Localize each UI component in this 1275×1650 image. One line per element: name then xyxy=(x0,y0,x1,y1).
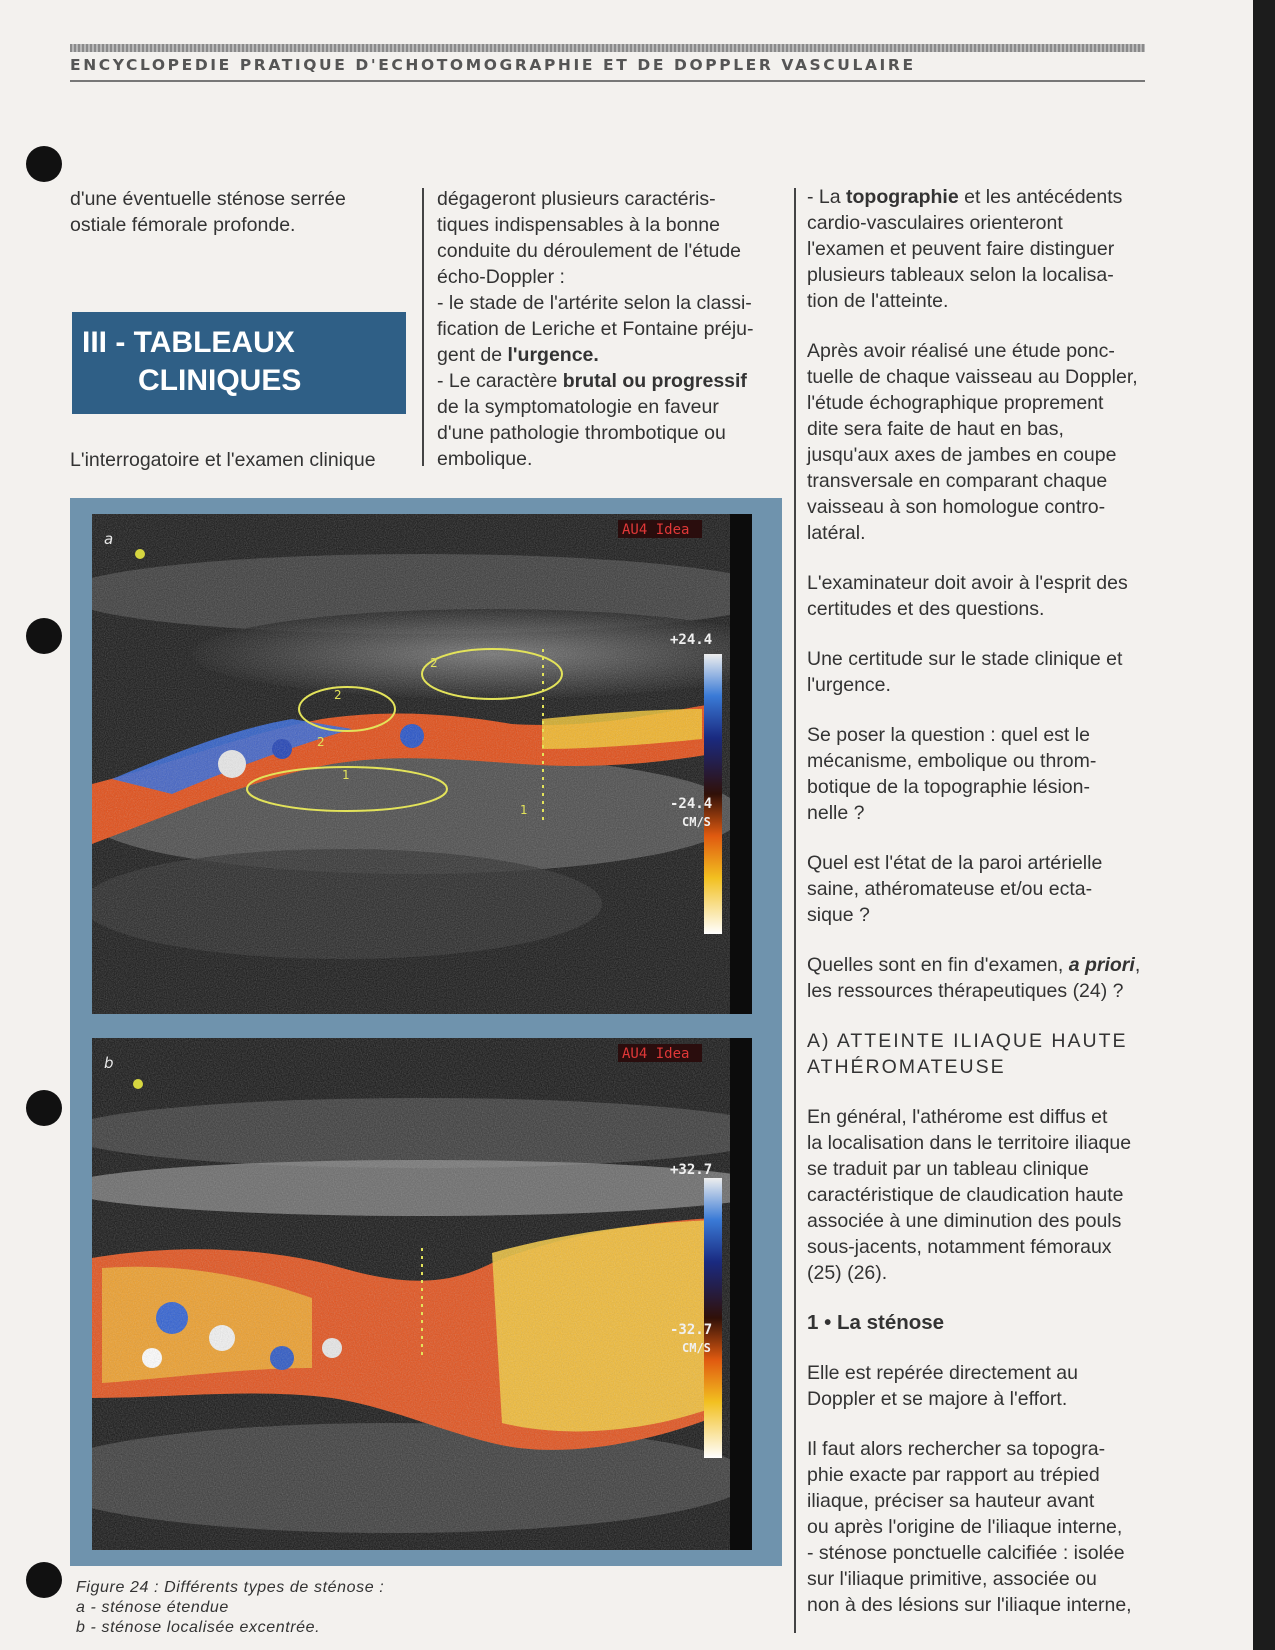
numbered-heading: 1 • La sténose xyxy=(807,1311,945,1334)
text-line xyxy=(807,184,1152,210)
text-line: caractéristique de claudication haute xyxy=(807,1184,1124,1206)
text-line: L'examinateur doit avoir à l'esprit des xyxy=(807,572,1128,594)
scale-max-b: +32.7 xyxy=(670,1162,713,1178)
text-line: tion de l'atteinte. xyxy=(807,290,949,312)
text-line: d'une éventuelle sténose serrée xyxy=(70,188,346,210)
roi-label: 1 xyxy=(342,768,350,782)
column-separator-2 xyxy=(794,188,796,1633)
text-line: botique de la topographie lésion- xyxy=(807,776,1090,798)
text-line: se traduit par un tableau clinique xyxy=(807,1158,1089,1180)
caption-line: b - sténose localisée excentrée. xyxy=(76,1619,321,1636)
velocity-color-scale-a xyxy=(704,654,722,934)
text-line: sous-jacents, notamment fémoraux xyxy=(807,1236,1112,1258)
text-line: sur l'iliaque primitive, associée ou xyxy=(807,1568,1097,1590)
text-span: - Le caractère xyxy=(437,370,563,392)
text-line: certitudes et des questions. xyxy=(807,598,1045,620)
roi-label: 2 xyxy=(430,656,438,670)
doppler-image-a xyxy=(92,514,752,1014)
text-line: ou après l'origine de l'iliaque interne, xyxy=(807,1516,1123,1538)
text-line: l'examen et peuvent faire distinguer xyxy=(807,238,1115,260)
column-3 xyxy=(807,184,1152,1618)
binder-hole-4 xyxy=(26,1562,62,1598)
text-line: sique ? xyxy=(807,904,870,926)
ultrasound-panel-b xyxy=(92,1038,752,1550)
text-line: Quel est l'état de la paroi artérielle xyxy=(807,852,1103,874)
text-line: En général, l'athérome est diffus et xyxy=(807,1106,1108,1128)
text-line: associée à une diminution des pouls xyxy=(807,1210,1122,1232)
ultrasound-panel-a xyxy=(92,514,752,1014)
text-line: d'une pathologie thrombotique ou xyxy=(437,422,726,444)
roi-label: 2 xyxy=(317,735,325,749)
text-line: nelle ? xyxy=(807,802,865,824)
roi-label: 2 xyxy=(334,688,342,702)
figure-caption xyxy=(76,1578,384,1638)
text-line xyxy=(807,952,1152,978)
section-heading-line1: III - TABLEAUX xyxy=(82,326,295,359)
text-line: fication de Leriche et Fontaine préju- xyxy=(437,318,754,340)
text-line: Elle est repérée directement au xyxy=(807,1362,1078,1384)
scale-min-b: -32.7 xyxy=(670,1322,713,1338)
text-line: transversale en comparant chaque xyxy=(807,470,1108,492)
section-heading-line2: CLINIQUES xyxy=(138,364,302,397)
text-line: cardio-vasculaires orienteront xyxy=(807,212,1063,234)
caption-line: a - sténose étendue xyxy=(76,1599,229,1616)
bold-text: topographie xyxy=(846,186,959,208)
text-line: Une certitude sur le stade clinique et xyxy=(807,648,1123,670)
device-tag-b: AU4 Idea xyxy=(622,1046,690,1062)
binder-hole-1 xyxy=(26,146,62,182)
column-1 xyxy=(70,186,410,238)
text-line: conduite du déroulement de l'étude xyxy=(437,240,742,262)
text-line: Doppler et se majore à l'effort. xyxy=(807,1388,1068,1410)
text-line xyxy=(437,342,780,368)
subsection-heading-line: A) ATTEINTE ILIAQUE HAUTE xyxy=(807,1030,1128,1052)
text-line: de la symptomatologie en faveur xyxy=(437,396,719,418)
text-span: gent de xyxy=(437,344,508,366)
text-line: non à des lésions sur l'iliaque interne, xyxy=(807,1594,1132,1616)
doppler-image-b xyxy=(92,1038,752,1550)
bold-text: l'urgence. xyxy=(507,344,599,366)
text-line: la localisation dans le territoire iliaque xyxy=(807,1132,1132,1154)
running-header: ENCYCLOPEDIE PRATIQUE D'ECHOTOMOGRAPHIE ET DE DOPPLER VASCULAIRE xyxy=(70,56,916,74)
binder-hole-3 xyxy=(26,1090,62,1126)
text-line: ostiale fémorale profonde. xyxy=(70,214,296,236)
text-span: - La xyxy=(807,186,847,208)
text-line: les ressources thérapeutiques (24) ? xyxy=(807,980,1124,1002)
velocity-color-scale-b xyxy=(704,1178,722,1458)
text-line: vaisseau à son homologue contro- xyxy=(807,496,1106,518)
text-line xyxy=(437,368,780,394)
subsection-heading-line: ATHÉROMATEUSE xyxy=(807,1056,1006,1078)
text-line: dégageront plusieurs caractéris- xyxy=(437,188,716,210)
text-span: , xyxy=(1134,954,1141,976)
scale-unit-b: CM/S xyxy=(682,1341,711,1355)
text-line: embolique. xyxy=(437,448,533,470)
text-line: saine, athéromateuse et/ou ecta- xyxy=(807,878,1093,900)
text-span: et les antécédents xyxy=(958,186,1123,208)
text-line: (25) (26). xyxy=(807,1262,888,1284)
text-line: mécanisme, embolique ou throm- xyxy=(807,750,1097,772)
text-line: dite sera faite de haut en bas, xyxy=(807,418,1064,440)
text-line: plusieurs tableaux selon la localisa- xyxy=(807,264,1114,286)
text-line: Après avoir réalisé une étude ponc- xyxy=(807,340,1115,362)
roi-label: 1 xyxy=(520,803,528,817)
text-line: iliaque, préciser sa hauteur avant xyxy=(807,1490,1095,1512)
text-span: Quelles sont en fin d'examen, xyxy=(807,954,1069,976)
text-line: tiques indispensables à la bonne xyxy=(437,214,720,236)
header-rule xyxy=(70,80,1145,82)
panel-letter-b: b xyxy=(104,1054,114,1072)
text-line: l'urgence. xyxy=(807,674,891,696)
figure-24 xyxy=(70,498,782,1566)
device-tag-a: AU4 Idea xyxy=(622,522,690,538)
column-separator-1 xyxy=(422,188,424,466)
scale-max-a: +24.4 xyxy=(670,632,713,648)
column-2 xyxy=(437,186,780,472)
bold-text: brutal ou progressif xyxy=(562,370,747,392)
binder-hole-2 xyxy=(26,618,62,654)
text-line: Il faut alors rechercher sa topogra- xyxy=(807,1438,1106,1460)
text-line: latéral. xyxy=(807,522,866,544)
text-line: écho-Doppler : xyxy=(437,266,565,288)
text-line: L'interrogatoire et l'examen clinique xyxy=(70,449,376,471)
section-heading-box xyxy=(72,312,406,414)
text-line: l'étude échographique proprement xyxy=(807,392,1104,414)
bold-italic-text: a priori xyxy=(1068,954,1135,976)
caption-line: Figure 24 : Différents types de sténose : xyxy=(76,1579,385,1596)
header-bar xyxy=(70,44,1145,52)
panel-letter-a: a xyxy=(104,530,114,548)
scale-unit-a: CM/S xyxy=(682,815,711,829)
text-line: Se poser la question : quel est le xyxy=(807,724,1090,746)
page-edge-shadow xyxy=(1253,0,1275,1650)
text-line: tuelle de chaque vaisseau au Doppler, xyxy=(807,366,1138,388)
scale-min-a: -24.4 xyxy=(670,796,713,812)
text-line: phie exacte par rapport au trépied xyxy=(807,1464,1100,1486)
text-line: - sténose ponctuelle calcifiée : isolée xyxy=(807,1542,1125,1564)
text-line: jusqu'aux axes de jambes en coupe xyxy=(807,444,1117,466)
text-line: - le stade de l'artérite selon la classi- xyxy=(437,292,752,314)
